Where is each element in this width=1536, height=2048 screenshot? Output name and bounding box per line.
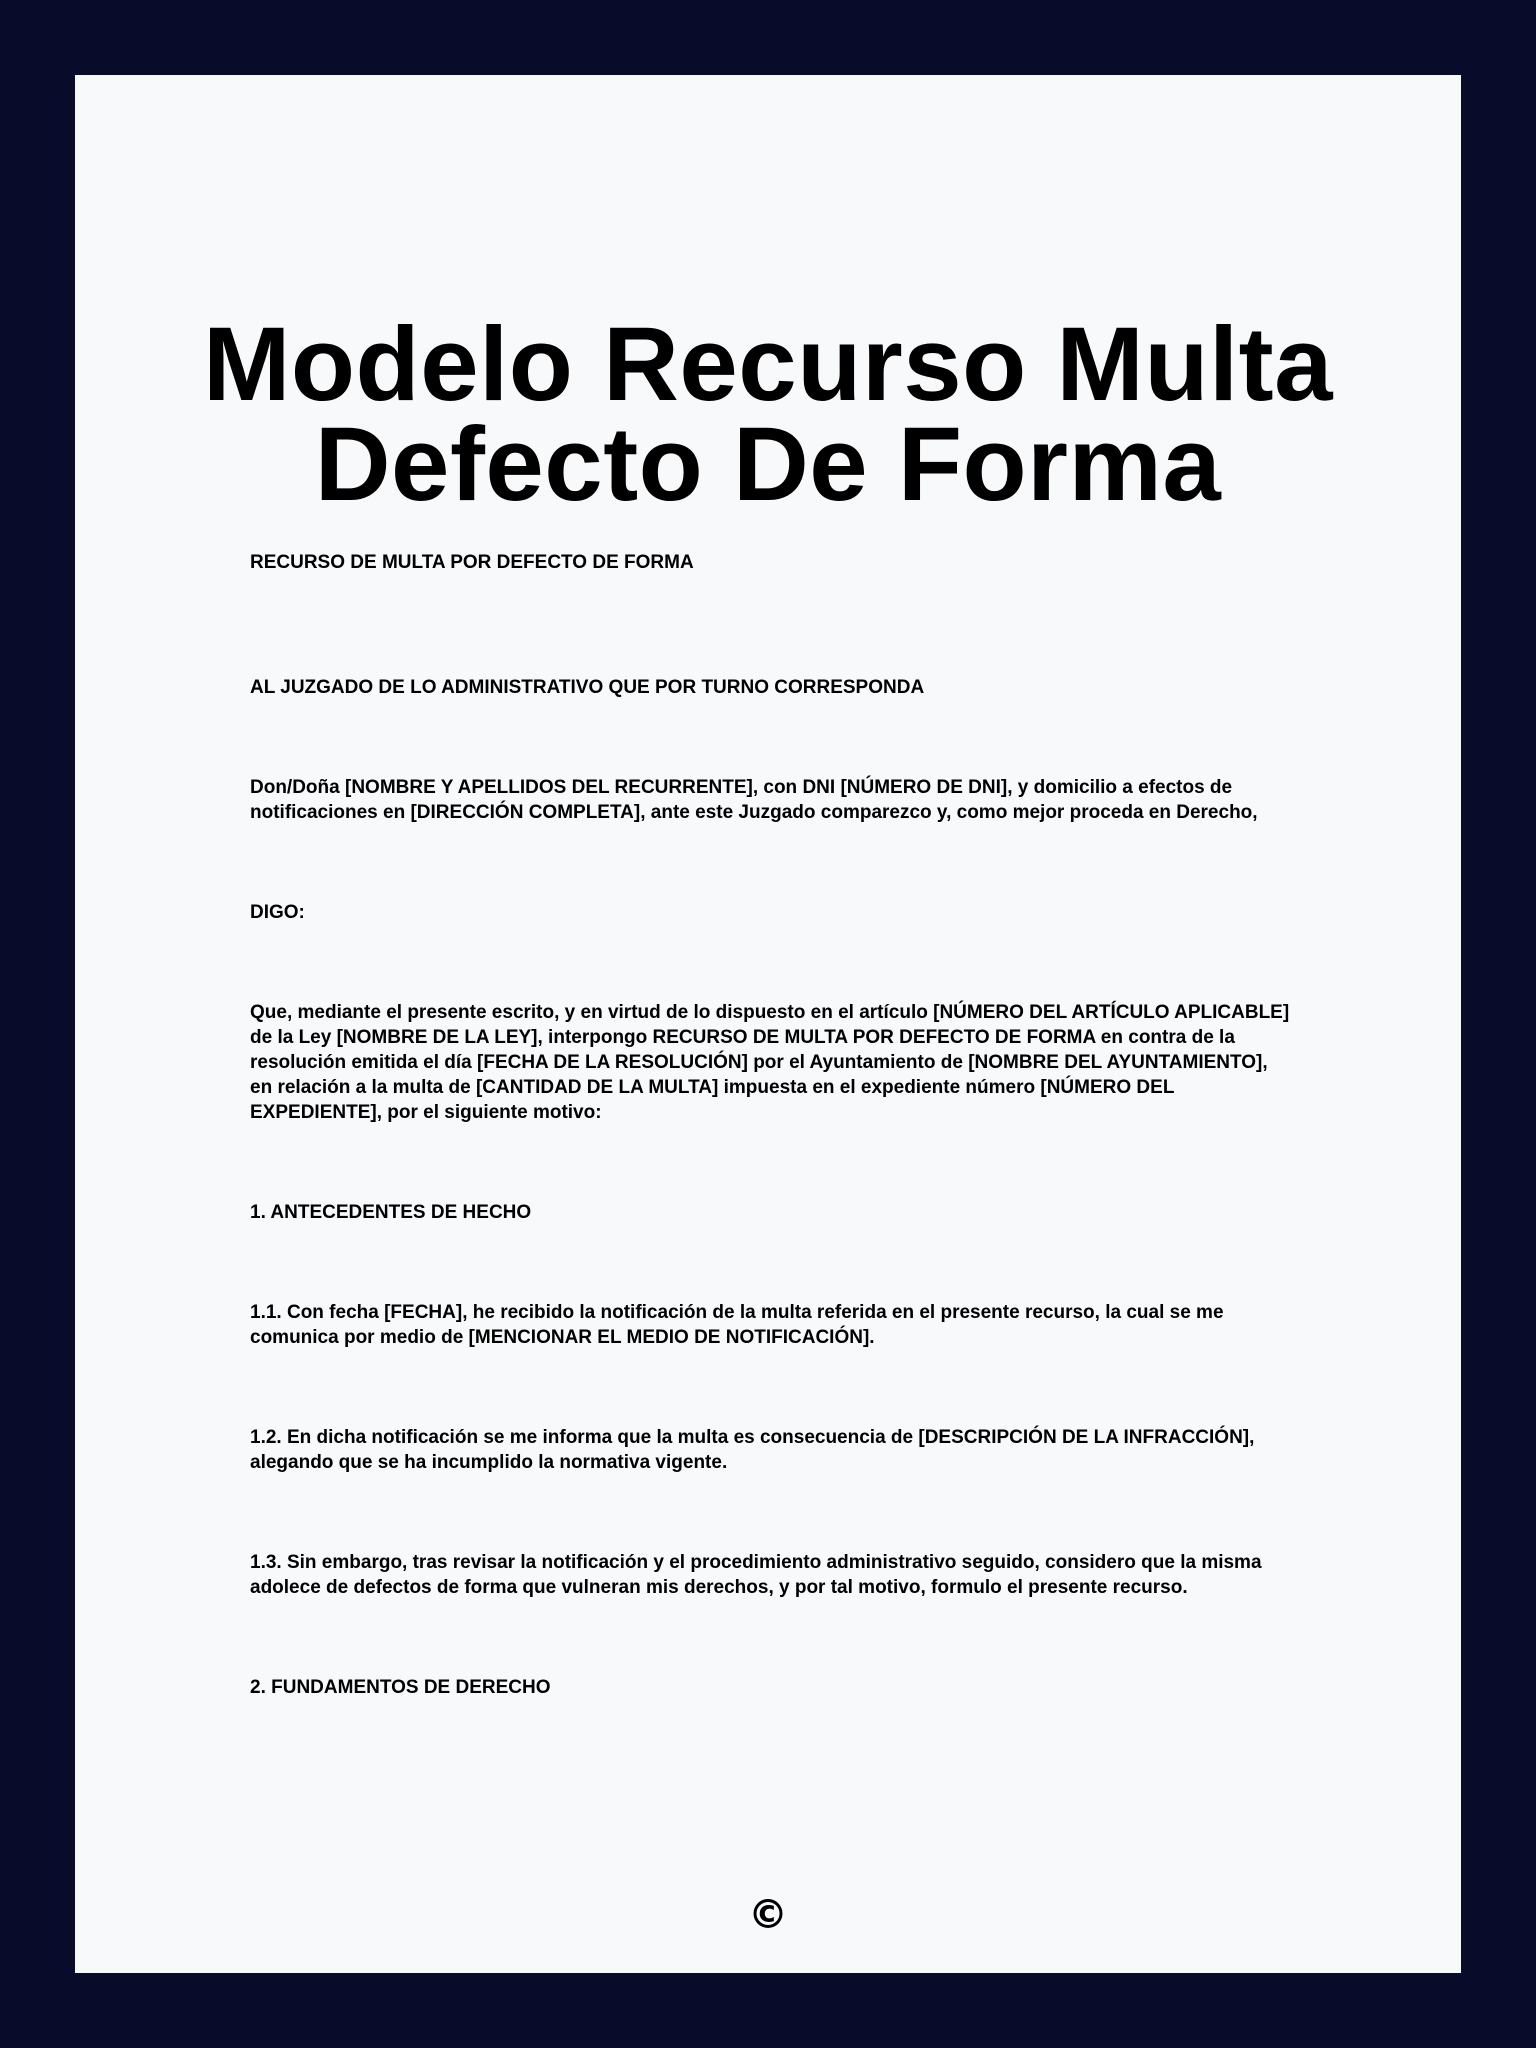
appellant-identification: Don/Doña [NOMBRE Y APELLIDOS DEL RECURRENTE], con DNI [NÚMERO DE DNI], y domicilio a efectos de notificaciones en [DIRECCIÓN COMPLETA], ante este Juzgado comparezco y, como mejor proceda en Derecho, bbox=[250, 777, 1258, 823]
document-body bbox=[250, 550, 1290, 1775]
fact-1-3: 1.3. Sin embargo, tras revisar la notificación y el procedimiento administrativo seguido, considero que la misma adolece de defectos de forma que vulneran mis derechos, y por tal motivo, formulo el presente recurso. bbox=[250, 1552, 1262, 1598]
section-heading-law: 2. FUNDAMENTOS DE DERECHO bbox=[250, 1677, 551, 1698]
fact-1-1: 1.1. Con fecha [FECHA], he recibido la notificación de la multa referida en el presente recurso, la cual se me comunica por medio de [MENCIONAR EL MEDIO DE NOTIFICACIÓN]. bbox=[250, 1302, 1224, 1348]
appeal-statement: Que, mediante el presente escrito, y en virtud de lo dispuesto en el artículo [NÚMERO DEL ARTÍCULO APLICABLE] de la Ley [NOMBRE DE LA LEY], interpongo RECURSO DE MULTA POR DEFECTO DE FORMA en contra de la resolución emitida el día [FECHA DE LA RESOLUCIÓN] por el Ayuntamiento de [NOMBRE DEL AYUNTAMIENTO], en relación a la multa de [CANTIDAD DE LA MULTA] impuesta en el expediente número [NÚMERO DEL EXPEDIENTE], por el siguiente motivo: bbox=[250, 1002, 1290, 1123]
document-page bbox=[75, 75, 1461, 1973]
court-addressee: AL JUZGADO DE LO ADMINISTRATIVO QUE POR TURNO CORRESPONDA bbox=[250, 677, 925, 698]
document-heading: RECURSO DE MULTA POR DEFECTO DE FORMA bbox=[250, 552, 694, 573]
section-heading-facts: 1. ANTECEDENTES DE HECHO bbox=[250, 1202, 532, 1223]
digo-label: DIGO: bbox=[250, 902, 305, 923]
document-title: Modelo Recurso Multa Defecto De Forma bbox=[202, 306, 1334, 523]
copyright-icon: © bbox=[748, 1892, 788, 1938]
fact-1-2: 1.2. En dicha notificación se me informa que la multa es consecuencia de [DESCRIPCIÓN DE LA INFRACCIÓN], alegando que se ha incumplido la normativa vigente. bbox=[250, 1427, 1255, 1473]
